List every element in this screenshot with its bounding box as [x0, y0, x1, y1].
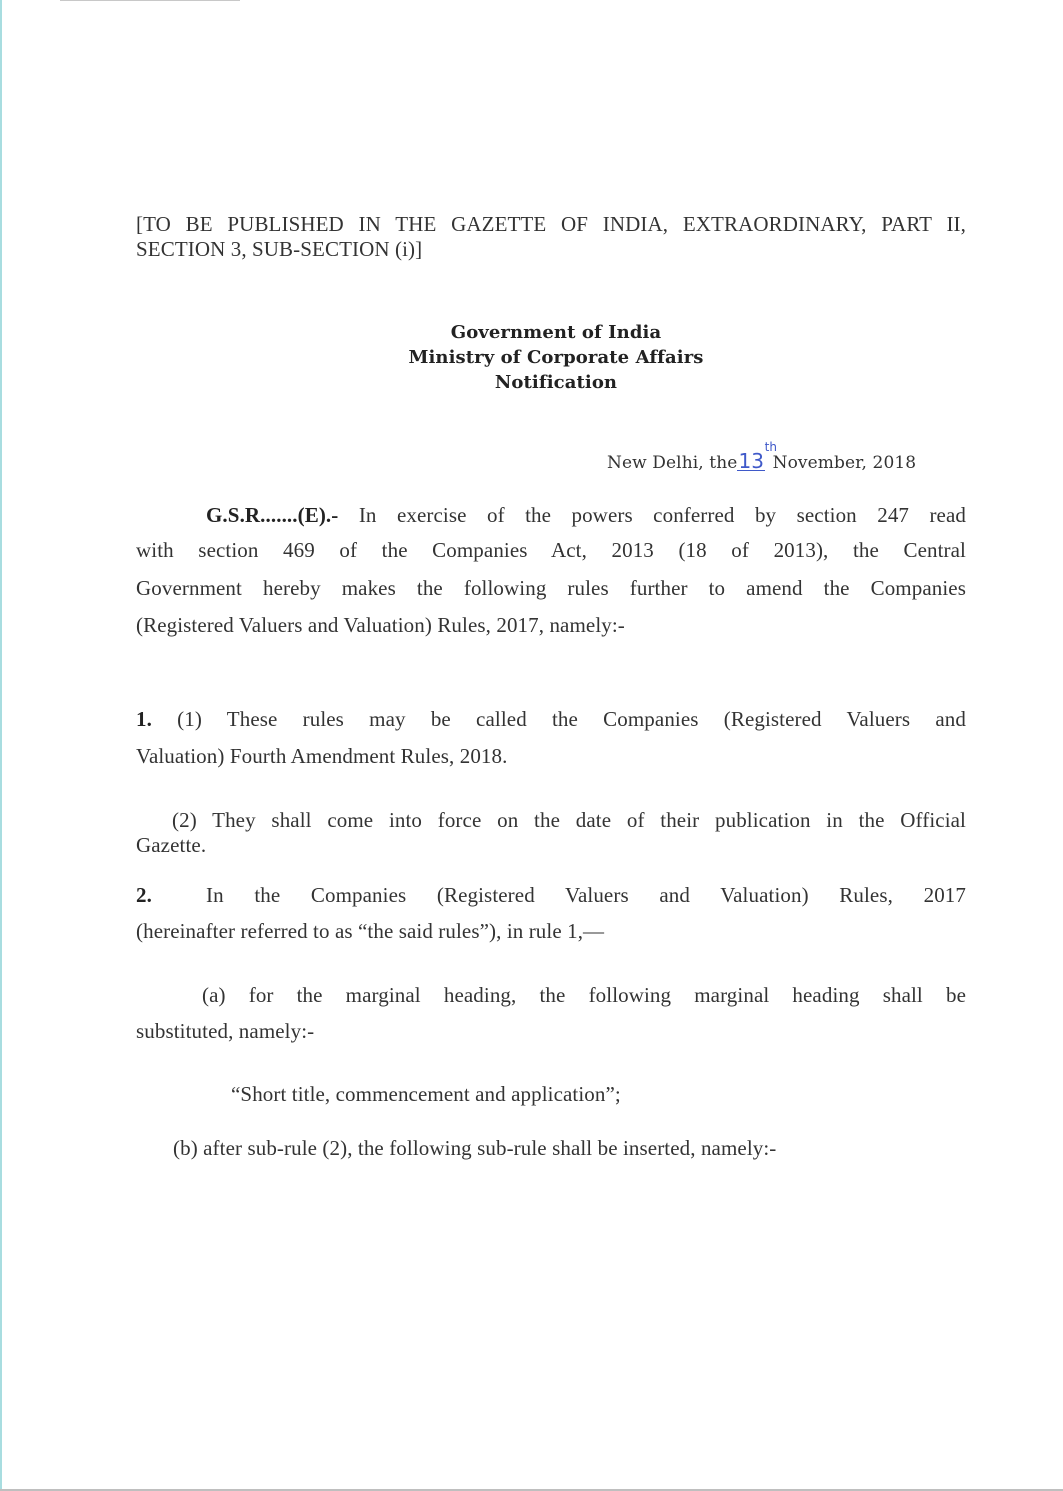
preamble-line-4: (Registered Valuers and Valuation) Rules, 2017, namely:- [136, 613, 625, 637]
dateline-suffix: November, 2018 [772, 453, 917, 473]
quoted-heading: “Short title, commencement and application”; [231, 1082, 621, 1106]
gazette-note-line-1: [TO BE PUBLISHED IN THE GAZETTE OF INDIA, EXTRAORDINARY, PART II, [136, 212, 966, 236]
rule-1-number: 1. [136, 707, 152, 731]
title-notification: Notification [494, 372, 618, 393]
scan-edge-top [60, 0, 240, 1]
dateline-prefix: New Delhi, the [607, 453, 738, 473]
handwritten-day-number: 13 [738, 449, 765, 473]
preamble-line-3: Government hereby makes the following rules further to amend the Companies [136, 576, 966, 600]
dateline [607, 440, 917, 473]
preamble-line-1 [206, 503, 966, 528]
preamble-line-2: with section 469 of the Companies Act, 2013 (18 of 2013), the Central [136, 538, 966, 562]
title-ministry: Ministry of Corporate Affairs [408, 347, 704, 368]
clause-a-line-1: (a) for the marginal heading, the following marginal heading shall be [202, 983, 966, 1007]
gsr-label: G.S.R.......(E).- [206, 503, 339, 527]
handwritten-day [737, 440, 778, 473]
rule-2-number: 2. [136, 883, 152, 907]
scan-edge-left [0, 0, 2, 1491]
rule-1-sub2-line-2: Gazette. [136, 833, 207, 857]
rule-2-line-1 [136, 883, 966, 908]
clause-b: (b) after sub-rule (2), the following sub-rule shall be inserted, namely:- [173, 1136, 777, 1160]
rule-1-sub1-text: (1) These rules may be called the Companies (Registered Valuers and [177, 707, 966, 731]
rule-1-line-2: Valuation) Fourth Amendment Rules, 2018. [136, 744, 508, 768]
handwritten-day-suffix: th [764, 440, 778, 454]
rule-1-sub2-line-1: (2) They shall come into force on the date of their publication in the Official [172, 808, 966, 832]
rule-2-line-2: (hereinafter referred to as “the said rules”), in rule 1,— [136, 919, 605, 943]
rule-1-line-1 [136, 707, 966, 732]
preamble-line-1-text: In exercise of the powers conferred by section 247 read [358, 503, 966, 527]
title-government: Government of India [450, 322, 662, 343]
rule-2-line-1-text: In the Companies (Registered Valuers and Valuation) Rules, 2017 [206, 883, 966, 907]
clause-a-line-2: substituted, namely:- [136, 1019, 315, 1043]
gazette-note-line-2: SECTION 3, SUB-SECTION (i)] [136, 237, 423, 261]
